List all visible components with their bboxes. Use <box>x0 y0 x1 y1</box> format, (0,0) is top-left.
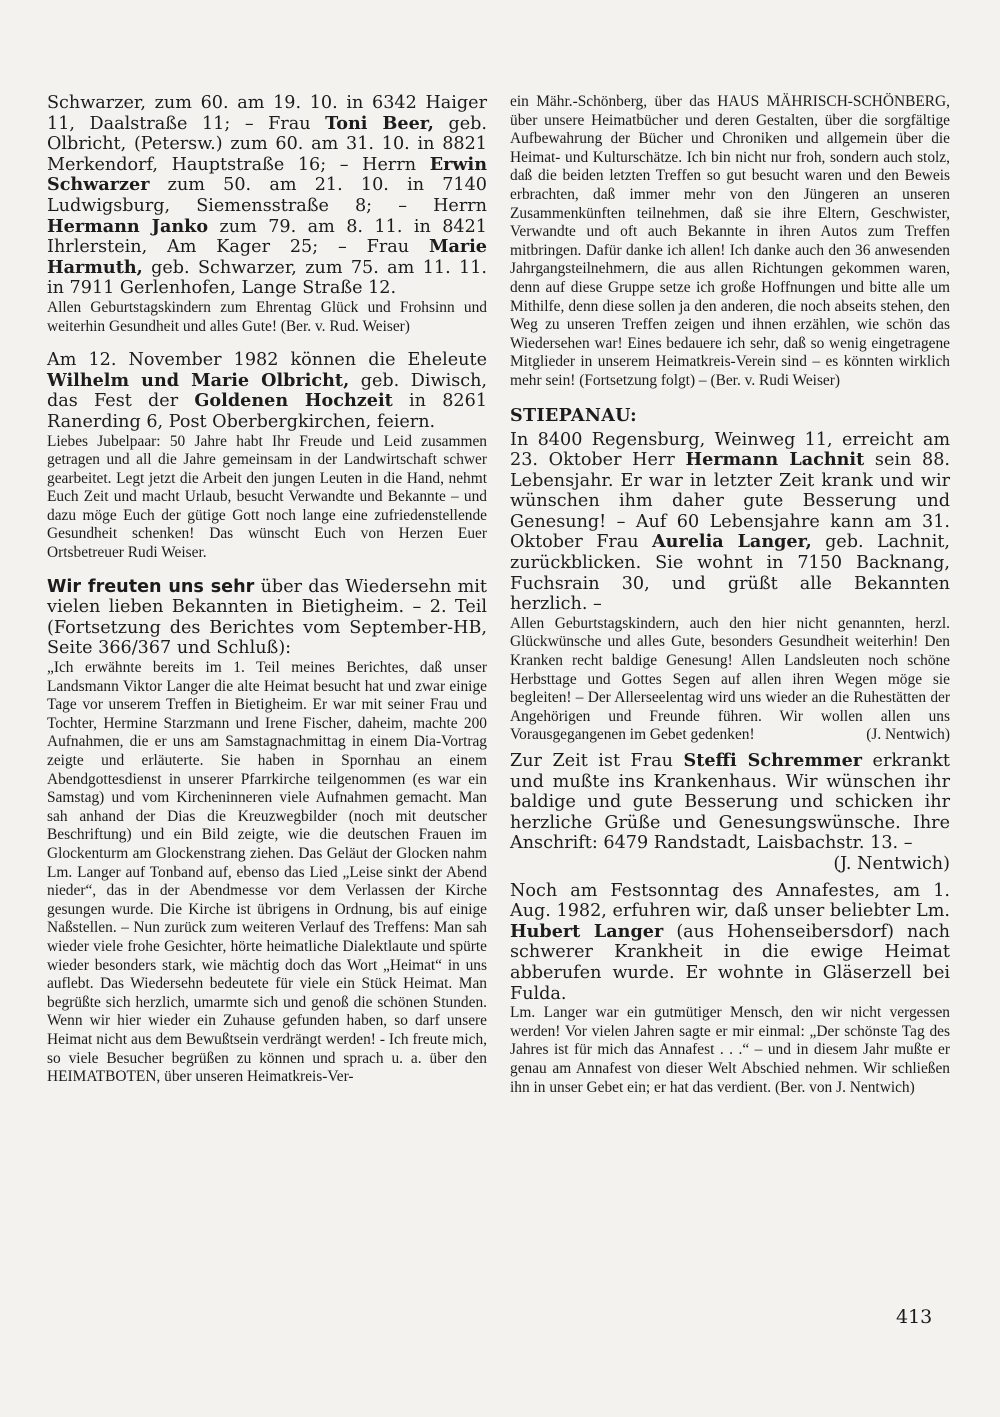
left-column <box>47 93 487 1087</box>
name-erwin-schwarzer: Erwin Schwarzer <box>47 153 487 196</box>
signature-nentwich: (J. Nentwich) <box>866 726 950 744</box>
section-heading-stiepanau: STIEPANAU: <box>510 404 637 426</box>
name-hermann-janko: Hermann Janko <box>47 215 209 237</box>
obituary-text: Lm. Langer war ein gutmütiger Mensch, den wir nicht vergessen werden! Vor vielen Jahren sagte er mir einmal: „Der schönste Tag des Jahres ist für mich das Annafest . . .“ – und in diesem Jahr mußte er genau am Annafest von dieser Welt Abschied nehmen. Wir schließen ihn in unser Gebet ein; er hat das verdient. (Ber. von J. Nentwich) <box>510 1004 950 1096</box>
name-olbricht-couple: Wilhelm und Marie Olbricht, <box>47 369 350 391</box>
birthday-wishes-text: Allen Geburtstagskindern zum Ehrentag Glück und Frohsinn und weiterhin Gesundheit und alles Gute! (Ber. v. Rud. Weiser) <box>47 298 487 335</box>
right-column <box>510 93 950 1097</box>
name-hubert-langer: Hubert Langer <box>510 920 664 942</box>
stiepanau-birthdays-paragraph: In 8400 Regensburg, Weinweg 11, erreicht am 23. Oktober Herr Hermann Lachnit sein 88. Lebensjahr. Er war in letzter Zeit krank und wir wünschen ihm daher gute Besserung und Genesung! – Auf 60 Lebensjahre kann am 31. Oktober Frau Aurelia Langer, geb. Lachnit, zurückblicken. Sie wohnt in 7150 Backnang, Fuchsrain 30, und grüßt alle Bekannten herzlich. – <box>510 429 950 615</box>
name-hermann-lachnit: Hermann Lachnit <box>685 449 865 471</box>
golden-wedding-paragraph: Am 12. November 1982 können die Eheleute Wilhelm und Marie Olbricht, geb. Diwisch, das Fest der Goldenen Hochzeit in 8261 Ranerding 6, Post Oberbergkirchen, feiern. <box>47 350 488 432</box>
illness-notice-paragraph: Zur Zeit ist Frau Steffi Schremmer erkrankt und mußte ins Krankenhaus. Wir wünschen ihr baldige und gute Besserung und schicken ihr herzliche Grüße und Genesungswünsche. Ihre Anschrift: 6479 Randstadt, Laisbachstr. 13. – (J. Nentwich) <box>510 750 950 874</box>
reunion-report-intro: Wir freuten uns sehr über das Wiedersehn mit vielen lieben Bekannten in Bietigheim. – 2. Teil (Fortsetzung des Berichtes vom September-HB, Seite 366/367 und Schluß): <box>47 576 487 659</box>
name-steffi-schremmer: Steffi Schremmer <box>683 750 863 771</box>
golden-wedding-label: Goldenen Hochzeit <box>194 390 393 412</box>
name-toni-beer: Toni Beer, <box>325 112 434 134</box>
obituary-paragraph: Noch am Festsonntag des Annafestes, am 1. Aug. 1982, erfuhren wir, daß unser beliebter Lm. Hubert Langer (aus Hohenseibersdorf) nach schwerer Krankheit in die ewige Heimat abberufen wurde. Er wohnte in Gläserzell bei Fulda. <box>510 880 951 1004</box>
signature-nentwich-2: (J. Nentwich) <box>833 853 950 874</box>
reunion-report-continued: ein Mähr.-Schönberg, über das HAUS MÄHRISCH-SCHÖNBERG, über unsere Heimatbücher und deren Gestalten, über die sorgfältige Aufbewahrung der Bücher und Chroniken und allgemein über die Heimat- und Kulturschätze. Ich bin nicht nur froh, sondern auch stolz, daß die beiden letzten Treffen so gut besucht waren und den Beweis erbrachten, daß immer mehr von den Jüngeren an unseren Zusammenkünften teilnehmen, daß sie ihre Eltern, Geschwister, Verwandte und oft auch Bekannte in ihren Autos zum Treffen mitbringen. Dafür danke ich allen! Ich danke auch den 36 anwesenden Jahrgangsteilnehmern, die aus allen Richtungen gekommen waren, denn auf diese Gruppe setze ich große Hoffnungen und bitte alle um Mithilfe, denn diese sollen ja den anderen, die noch abseits stehen, den Weg zu unseren Treffen zeigen und ihnen erzählen, wie schön das Wiedersehen war! Eines bedauere ich sehr, daß so wenig eingetragene Mitglieder in unserem Heimatkreis-Verein sind – es könnten wirklich mehr sein! (Fortsetzung folgt) – (Ber. v. Rudi Weiser) <box>510 93 950 389</box>
reunion-report-text: „Ich erwähnte bereits im 1. Teil meines Berichtes, daß unser Landsmann Viktor Langer die alte Heimat besucht hat und zwar einige Tage vor unserem Treffen in Bietigheim. Er war mit seiner Frau und Tochter, Hermine Starzmann und Irene Fischer, daheim, machte 200 Aufnahmen, die er uns am Samstagnachmittag in einem Dia-Vortrag zeigte und erläuterte. Sie haben in Spornhau an einem Abendgottesdienst in unserer Pfarrkirche teilgenommen (es war ein Samstag) und vom Kircheninneren viele Aufnahmen gemacht. Man sah anhand der Dias die Kreuzwegbilder (noch mit deutscher Beschriftung) und ein Bild zeigte, wie die deutschen Frauen im Glockenturm am Glockenstrang ziehen. Das Geläut der Glocken nahm Lm. Langer auf Tonband auf, ebenso das Lied „Leise sinkt der Abend nieder“, das in der Abendmesse vor dem Verlassen der Kirche gesungen wurde. Die Kirche ist übrigens in Ordnung, bis auf einige Naßstellen. – Nun zurück zum weiteren Verlauf des Treffens: Man sah wieder viele frohe Gesichter, hörte heimatliche Dialektlaute und spürte wieder besonders stark, wie mächtig doch das Wort „Heimat“ in uns auflebt. Das Wiedersehn bedeutete für viele ein Stück Heimat. Man begrüßte sich herzlich, umarmte sich und genoß die schönen Stunden. Wenn wir hier wieder ein Zuhause gefunden haben, so darf unsere Heimat nicht aus dem Bewußtsein verdrängt werden! - Ich freute mich, so viele Besucher begrüßen zu können und sprach u. a. über den HEIMATBOTEN, über unseren Heimatkreis-Ver- <box>47 659 487 1086</box>
page-number: 413 <box>896 1306 933 1328</box>
name-marie-harmuth: Marie Harmuth, <box>47 236 487 278</box>
birthday-list-paragraph: Schwarzer, zum 60. am 19. 10. in 6342 Haiger 11, Daalstraße 11; – Frau Toni Beer, geb. Olbricht, (Petersw.) zum 60. am 31. 10. in 8821 Merkendorf, Hauptstraße 16; – Herrn Erwin Schwarzer zum 50. am 21. 10. in 7140 Ludwigsburg, Siemensstraße 8; – Herrn Hermann Janko zum 79. am 8. 11. in 8421 Ihrlerstein, Am Kager 25; – Frau Marie Harmuth, geb. Schwarzer, zum 75. am 11. 11. in 7911 Gerlenhofen, Lange Straße 12. <box>47 93 488 299</box>
reunion-lead-phrase: Wir freuten uns sehr <box>47 576 255 597</box>
jubilee-wishes-text: Liebes Jubelpaar: 50 Jahre habt Ihr Freude und Leid zusammen getragen und all die Jahre gemeinsam in der Landwirtschaft schwer gearbeitet. Legt jetzt die Arbeit den jungen Leuten in die Hand, nehmt Euch Zeit und macht Urlaub, besucht Verwandte und Bekannte – und dazu möge Euch der gütige Gott noch lange eine zufriedenstellende Gesundheit schenken! Das wünscht Euch von Herzen Euer Ortsbetreuer Rudi Weiser. <box>47 432 487 562</box>
stiepanau-wishes-text: Allen Geburtstagskindern, auch den hier nicht genannten, herzl. Glückwünsche und alles Gute, besonders Gesundheit weiterhin! Den Kranken recht baldige Genesung! Allen Landsleuten noch schöne Herbsttage und Gottes Segen auf allen ihren Wegen möge sie begleiten! – Der Allerseelentag wird uns wieder an die Ruhestätten der Angehörigen und Freunde führen. Wir wollen allen uns Vorausgegangenen im Gebet gedenken! (J. Nentwich) <box>510 614 950 744</box>
name-aurelia-langer: Aurelia Langer, <box>652 531 812 553</box>
